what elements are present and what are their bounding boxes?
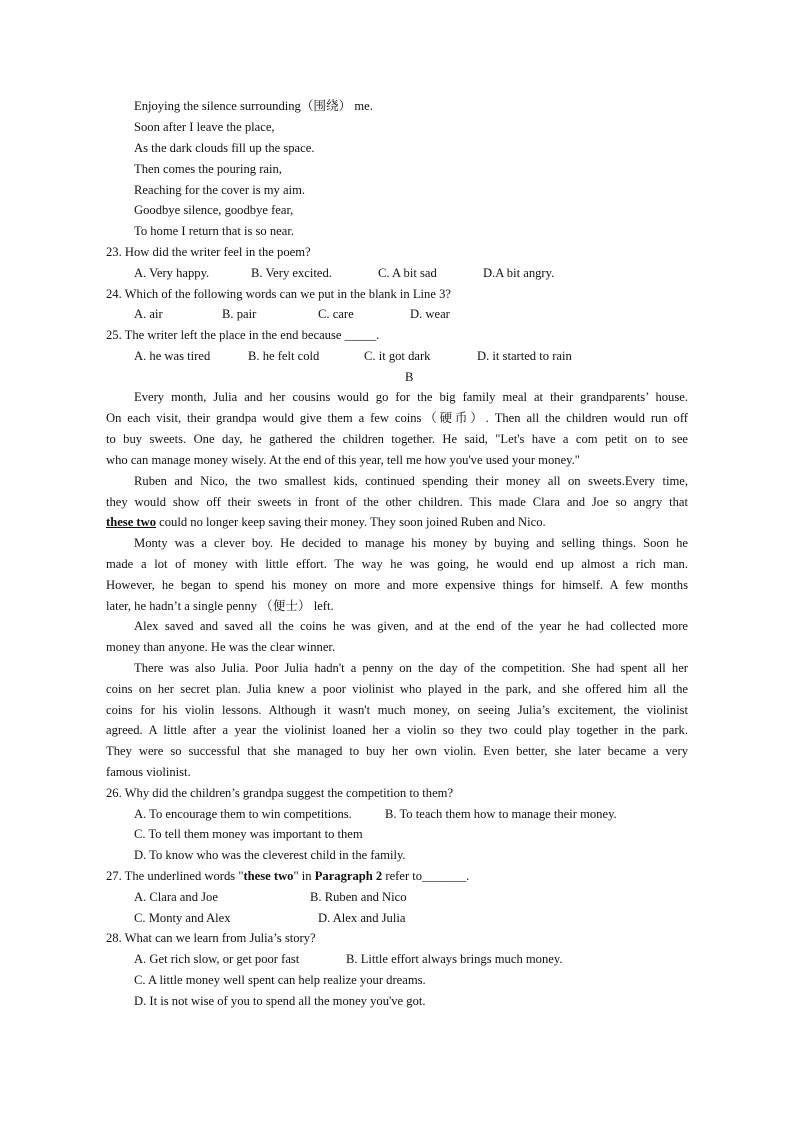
passage-line: They were so successful that she managed to buy her own violin. Even better, she later became a very <box>106 744 688 758</box>
option-27-d: D. Alex and Julia <box>318 911 406 925</box>
option-25-c: C. it got dark <box>364 349 431 363</box>
option-25-b: B. he felt cold <box>248 349 320 363</box>
option-27-b: B. Ruben and Nico <box>310 890 407 904</box>
passage-line: later, he hadn’t a single penny （便士） left. <box>106 599 334 613</box>
passage-line: Ruben and Nico, the two smallest kids, continued spending their money all on sweets.Every time, <box>134 474 688 488</box>
option-23-a: A. Very happy. <box>134 266 210 280</box>
passage-line: money than anyone. He was the clear winner. <box>106 640 336 654</box>
option-25-d: D. it started to rain <box>477 349 572 363</box>
passage-line: coins on her secret plan. Julia knew a poor violinist who played in the park, and she offered him all the <box>106 682 688 696</box>
option-28-b: B. Little effort always brings much money. <box>346 952 563 966</box>
underlined-words: these two <box>106 515 157 529</box>
passage-line: who can manage money wisely. At the end of this year, tell me how you've used your money." <box>106 453 580 467</box>
passage-line: coins for his violin lessons. Although it wasn't much money, on seeing Julia’s excitement, the violinist <box>106 703 688 717</box>
passage-line: Every month, Julia and her cousins would go for the big family meal at their grandparents’ house. <box>134 390 688 404</box>
option-23-b: B. Very excited. <box>251 266 332 280</box>
poem-line: Reaching for the cover is my aim. <box>134 183 306 197</box>
passage-line: On each visit, their grandpa would give them a few coins（硬币）. Then all the children would run off <box>106 411 688 425</box>
question-23-stem: 23. How did the writer feel in the poem? <box>106 245 311 259</box>
option-28-a: A. Get rich slow, or get poor fast <box>134 952 300 966</box>
stem-bold: Paragraph 2 <box>314 869 383 883</box>
question-24-stem: 24. Which of the following words can we put in the blank in Line 3? <box>106 287 451 301</box>
passage-line: Alex saved and saved all the coins he was given, and at the end of the year he had collected more <box>134 619 688 633</box>
poem-line: Then comes the pouring rain, <box>134 162 282 176</box>
poem-line: As the dark clouds fill up the space. <box>134 141 315 155</box>
question-28-stem: 28. What can we learn from Julia’s story? <box>106 931 316 945</box>
option-23-d: D.A bit angry. <box>483 266 555 280</box>
option-26-a: A. To encourage them to win competitions. <box>134 807 352 821</box>
question-25-stem: 25. The writer left the place in the end because _____. <box>106 328 380 342</box>
option-24-a: A. air <box>134 307 163 321</box>
poem-line: Goodbye silence, goodbye fear, <box>134 203 294 217</box>
stem-text: " in <box>293 869 315 883</box>
passage-line: made a lot of money with little effort. The way he was going, he would end up almost a rich man. <box>106 557 688 571</box>
passage-line <box>106 514 546 530</box>
option-24-c: C. care <box>318 307 354 321</box>
stem-text: 27. The underlined words " <box>106 869 244 883</box>
option-27-c: C. Monty and Alex <box>134 911 231 925</box>
option-28-c: C. A little money well spent can help realize your dreams. <box>134 973 426 987</box>
passage-text: could no longer keep saving their money. They soon joined Ruben and Nico. <box>156 515 546 529</box>
option-26-b: B. To teach them how to manage their money. <box>385 807 617 821</box>
stem-text: refer to_______. <box>382 869 470 883</box>
option-28-d: D. It is not wise of you to spend all the money you've got. <box>134 994 426 1008</box>
option-26-c: C. To tell them money was important to them <box>134 827 363 841</box>
poem-line: To home I return that is so near. <box>134 224 294 238</box>
option-26-d: D. To know who was the cleverest child in the family. <box>134 848 406 862</box>
poem-line: Soon after I leave the place, <box>134 120 275 134</box>
option-24-d: D. wear <box>410 307 450 321</box>
passage-line: However, he began to spend his money on more and more expensive things for himself. A few months <box>106 578 688 592</box>
question-27-stem <box>106 868 469 884</box>
option-25-a: A. he was tired <box>134 349 211 363</box>
option-27-a: A. Clara and Joe <box>134 890 218 904</box>
passage-line: Monty was a clever boy. He decided to manage his money by buying and selling things. Soon he <box>134 536 688 550</box>
option-23-c: C. A bit sad <box>378 266 437 280</box>
passage-line: famous violinist. <box>106 765 191 779</box>
option-24-b: B. pair <box>222 307 257 321</box>
passage-line: they would show off their sweets in front of the other children. This made Clara and Joe so angry that <box>106 495 688 509</box>
passage-line: agreed. A little after a year the violinist loaned her a violin so they two could play together in the park. <box>106 723 688 737</box>
passage-line: to buy sweets. One day, he gathered the children together. He said, "Let's have a com petit on to see <box>106 432 688 446</box>
poem-line: Enjoying the silence surrounding（围绕） me. <box>134 99 373 113</box>
stem-bold: these two <box>243 869 294 883</box>
question-26-stem: 26. Why did the children’s grandpa suggest the competition to them? <box>106 786 454 800</box>
passage-line: There was also Julia. Poor Julia hadn't a penny on the day of the competition. She had spent all her <box>134 661 688 675</box>
section-heading: B <box>405 370 414 384</box>
